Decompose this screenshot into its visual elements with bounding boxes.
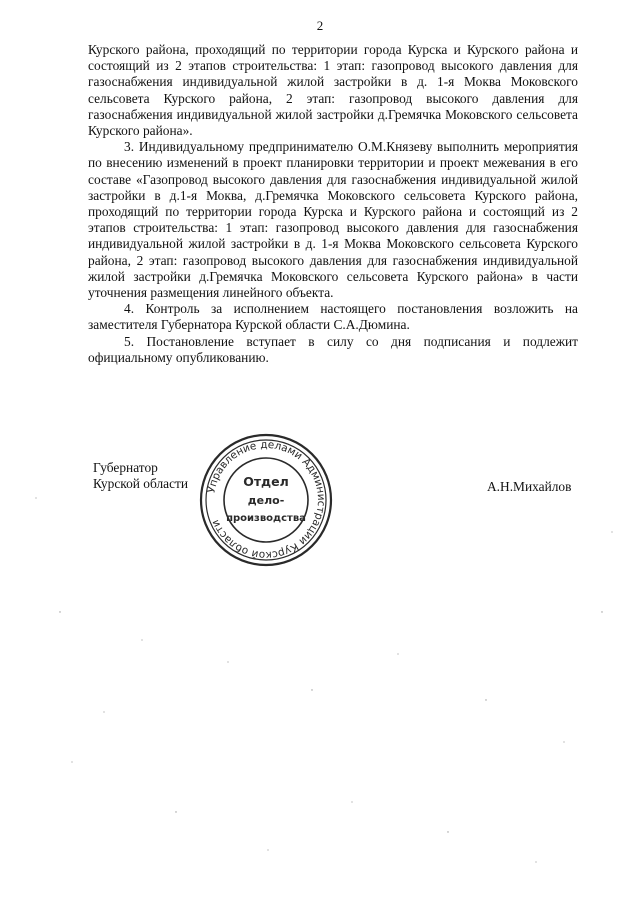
page-number: 2 [316,18,324,33]
signatory-title-line1: Губернатор [93,460,158,475]
document-body [88,42,578,366]
stamp-center-line2: дело- [247,494,285,507]
stamp-center-line1: Отдел [243,474,289,489]
signatory-title [93,460,188,492]
signatory-title-line2: Курской области [93,476,189,492]
stamp-ring-text: Управление делами Администрации Курской области [205,438,328,562]
paragraph-5: 5. Постановление вступает в силу со дня подписания и подлежит официальному опубликованию. [88,333,578,365]
paragraph-4: 4. Контроль за исполнением настоящего постановления возложить на заместителя Губернатора Курской области С.А.Дюмина. [88,301,578,333]
paragraph-3: 3. Индивидуальному предпринимателю О.М.Князеву выполнить мероприятия по внесению изменений в проект планировки территории и проект межевания в его составе «Газопровод высокого давления для газоснабжения индивидуальной жилой застройки в д.1-я Моква, д.Гремячка Моковского сельсовета Курского района, проходящий по территории города Курска и Курского района и состоящий из 2 этапов строительства: 1 этап: газопровод высокого давления для газоснабжения индивидуальной жилой застройки в д. 1-я Моква Моковского сельсовета Курского района, 2 этап: газопровод высокого давления для газоснабжения индивидуальной жилой застройки д.Гремячка Моковского сельсовета Курского района» в части уточнения размещения линейного объекта. [88,139,578,301]
official-stamp [198,432,334,568]
paragraph-continuation: Курского района, проходящий по территории города Курска и Курского района и состоящий из 2 этапов строительства: 1 этап: газопровод высокого давления для газоснабжения индивидуальной жилой застройки в д. 1-я Моква Моковского сельсовета Курского района, 2 этап: газопровод высокого давления для газоснабжения индивидуальной жилой застройки д.Гремячка Моковского сельсовета Курского района». [88,42,578,139]
signatory-name: А.Н.Михайлов [487,479,572,494]
stamp-seal-icon [198,432,334,568]
stamp-center-line3: производства [226,513,306,524]
